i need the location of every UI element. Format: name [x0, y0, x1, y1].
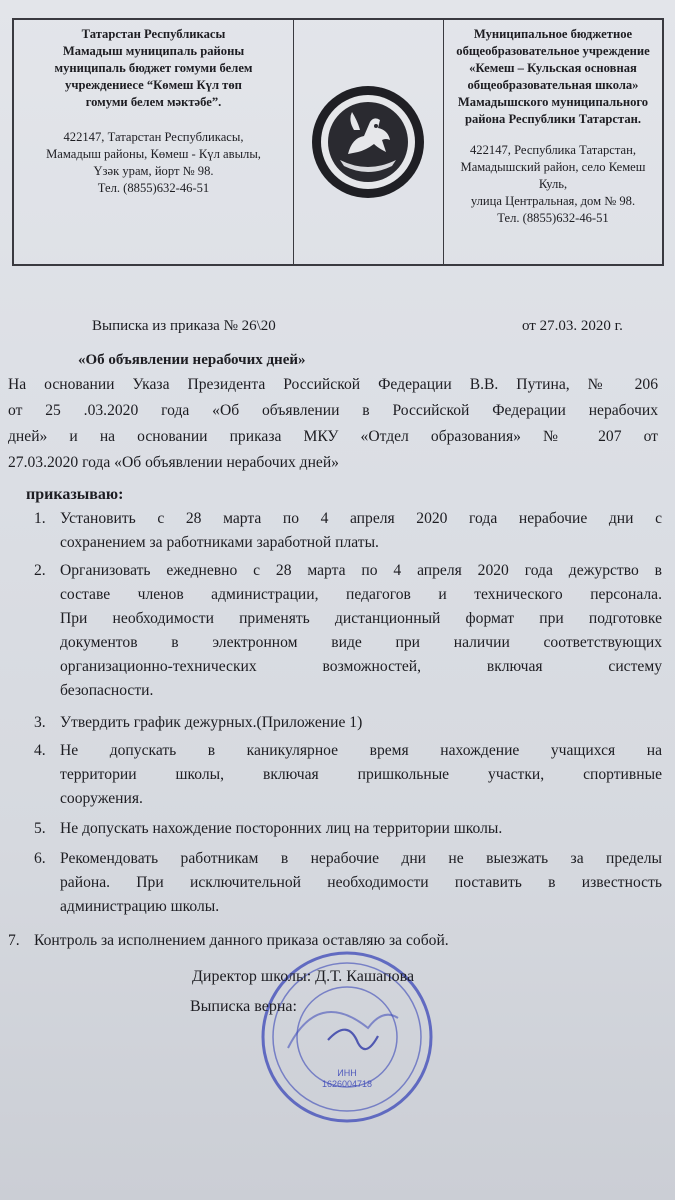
item-line: документов в электронном виде при наличии соответствующих — [60, 634, 662, 651]
letterhead-tatar — [14, 20, 294, 264]
item-line: района. При исключительной необходимости поставить в известность — [60, 874, 662, 891]
stamp-inn-number: 1626004718 — [321, 1079, 373, 1089]
tatar-name-line: учреждениесе “Көмеш Күл төп — [65, 78, 242, 92]
order-title: «Об объявлении нерабочих дней» — [78, 352, 306, 368]
russian-address — [444, 142, 662, 227]
item-line: сохранением за работниками заработной платы. — [60, 534, 379, 551]
item-line: составе членов администрации, педагогов и технического персонала. — [60, 586, 662, 603]
tatar-org-name — [14, 20, 293, 111]
tatar-name-line: муниципаль бюджет гомуми белем — [54, 61, 253, 75]
prikaz-label: приказываю: — [26, 486, 124, 503]
item-line: администрацию школы. — [60, 898, 220, 915]
item-line: сооружения. — [60, 790, 143, 807]
russian-org-name — [444, 20, 662, 128]
preamble-line: дней» и на основании приказа МКУ «Отдел образования» № 207 от — [8, 428, 658, 445]
item-line: Контроль за исполнением данного приказа оставляю за собой. — [34, 932, 449, 949]
item-number: 3. — [34, 714, 46, 731]
russian-address-line: Мамадышский район, село Кемеш — [460, 160, 646, 174]
stamp-inn-label: ИНН — [337, 1068, 357, 1078]
tatar-address — [14, 129, 293, 197]
letterhead — [12, 18, 664, 266]
item-number: 1. — [34, 510, 46, 527]
russian-address-line: улица Центральная, дом № 98. — [470, 194, 636, 208]
preamble-line: от 25 .03.2020 года «Об объявлении в Российской Федерации нерабочих — [8, 402, 658, 419]
russian-name-line: общеобразовательная школа» — [467, 78, 639, 92]
item-line: Не допускать в каникулярное время нахождение учащихся на — [60, 742, 662, 759]
tatar-address-line: Тел. (8855)632-46-51 — [97, 181, 210, 195]
item-number: 6. — [34, 850, 46, 867]
russian-name-line: «Кемеш – Кульская основная — [469, 61, 637, 75]
item-line: безопасности. — [60, 682, 154, 699]
tatar-address-line: Үзәк урам, йорт № 98. — [93, 164, 214, 178]
tatar-name-line: Мамадыш муниципаль районы — [62, 44, 245, 58]
russian-name-line: Муниципальное бюджетное — [473, 27, 633, 41]
russian-address-line: Куль, — [538, 177, 568, 191]
tatarstan-coat-of-arms-icon — [308, 82, 428, 202]
russian-name-line: Мамадышского муниципального — [457, 95, 649, 109]
item-line: Не допускать нахождение посторонних лиц на территории школы. — [60, 820, 503, 837]
item-number: 4. — [34, 742, 46, 759]
item-line: Установить с 28 марта по 4 апреля 2020 года нерабочие дни с — [60, 510, 662, 527]
tatar-address-line: Мамадыш районы, Көмеш - Күл авылы, — [46, 147, 261, 161]
item-line: Организовать ежедневно с 28 марта по 4 апреля 2020 года дежурство в — [60, 562, 662, 579]
letterhead-russian — [444, 20, 662, 264]
letterhead-emblem-cell — [294, 20, 444, 264]
item-line: организационно-технических возможностей, включая систему — [60, 658, 662, 675]
item-number: 2. — [34, 562, 46, 579]
preamble-line: На основании Указа Президента Российской Федерации В.В. Путина, № 206 — [8, 376, 658, 393]
director-signature-line: Директор школы: Д.Т. Кашапова — [192, 968, 415, 985]
russian-name-line: района Республики Татарстан. — [464, 112, 642, 126]
item-number: 5. — [34, 820, 46, 837]
russian-address-line: Тел. (8855)632-46-51 — [497, 211, 609, 225]
item-line: Рекомендовать работникам в нерабочие дни не выезжать за пределы — [60, 850, 662, 867]
verified-line: Выписка верна: — [190, 998, 297, 1015]
item-line: территории школы, включая пришкольные участки, спортивные — [60, 766, 662, 783]
item-number: 7. — [8, 932, 20, 949]
preamble-line: 27.03.2020 года «Об объявлении нерабочих дней» — [8, 454, 339, 471]
item-line: При необходимости применять дистанционный формат при подготовке — [60, 610, 662, 627]
tatar-name-line: Татарстан Республикасы — [81, 27, 226, 41]
russian-name-line: общеобразовательное учреждение — [456, 44, 650, 58]
tatar-name-line: гомуми белем мәктәбе”. — [85, 95, 222, 109]
extract-title: Выписка из приказа № 26\20 — [92, 318, 276, 334]
extract-date: от 27.03. 2020 г. — [522, 318, 623, 334]
item-line: Утвердить график дежурных.(Приложение 1) — [60, 714, 363, 731]
tatar-address-line: 422147, Татарстан Республикасы, — [63, 130, 244, 144]
russian-address-line: 422147, Республика Татарстан, — [470, 143, 636, 157]
